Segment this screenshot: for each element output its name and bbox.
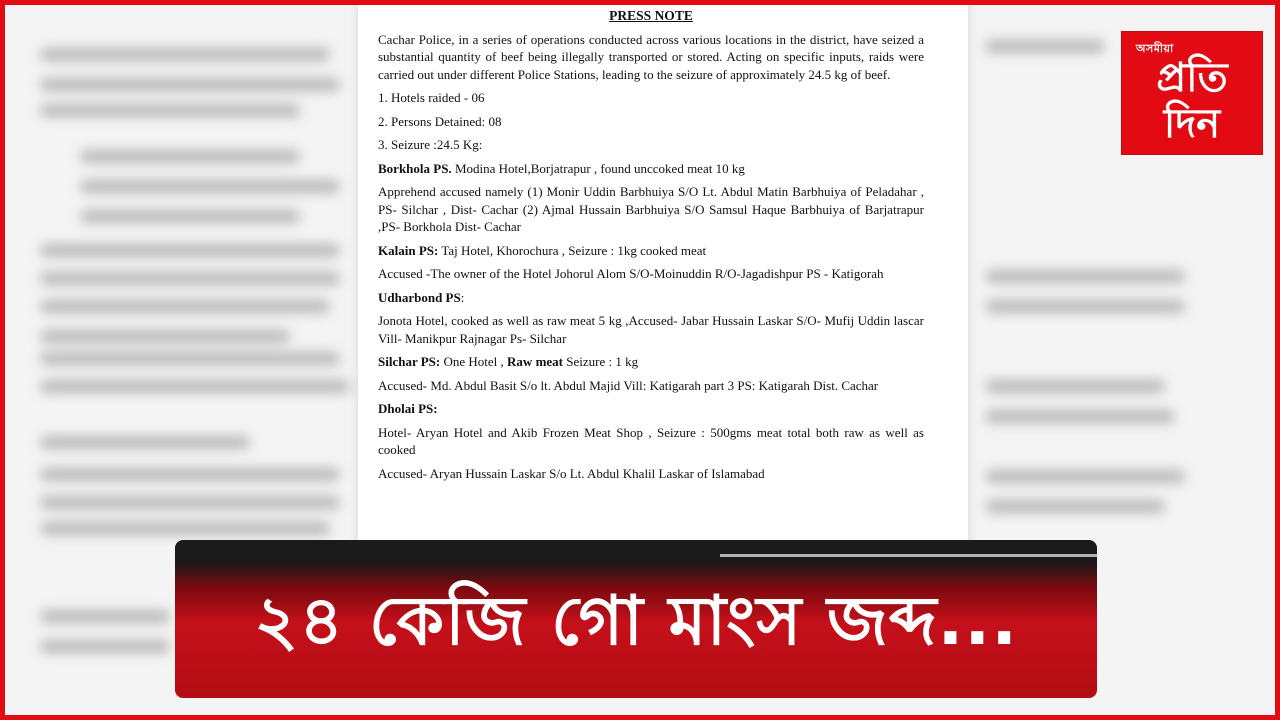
udharbond-label: Udharbond PS — [378, 289, 461, 305]
borkhola-section — [378, 160, 924, 178]
blurred-text-line — [40, 522, 330, 535]
summary-seizure: 3. Seizure :24.5 Kg: — [378, 137, 483, 152]
blurred-text-line — [40, 272, 340, 285]
blurred-text-line — [40, 330, 290, 343]
blurred-text-line — [40, 496, 340, 509]
blurred-text-line — [80, 210, 300, 223]
banner-accent-line — [720, 554, 1097, 557]
blurred-text-line — [40, 104, 300, 117]
borkhola-label: Borkhola PS. — [378, 160, 452, 176]
kalain-accused: Accused -The owner of the Hotel Johorul Alom S/O-Moinuddin R/O-Jagadishpur PS - Katigorah — [378, 266, 884, 281]
blurred-text-line — [40, 380, 350, 393]
dholai-label: Dholai PS: — [378, 401, 438, 416]
silchar-accused: Accused- Md. Abdul Basit S/o lt. Abdul Majid Vill: Katigarah part 3 PS: Katigarah Dist. Cachar — [378, 377, 879, 393]
blurred-text-line — [985, 300, 1185, 313]
dholai-heading — [378, 400, 924, 418]
blurred-text-line — [985, 470, 1185, 483]
blurred-text-line — [40, 48, 330, 61]
headline-text: ২৪ কেজি গো মাংস জব্দ... — [253, 582, 1019, 661]
blurred-text-line — [40, 244, 340, 257]
press-note-document — [358, 0, 968, 560]
blurred-text-line — [40, 436, 250, 449]
blurred-text-line — [985, 40, 1105, 53]
blurred-text-line — [985, 380, 1165, 393]
blurred-text-line — [40, 300, 330, 313]
udharbond-text: Jonota Hotel, cooked as well as raw meat 5 kg ,Accused- Jabar Hussain Laskar S/O- Mufij Uddin lascar Vill- Manikpur Rajnagar Ps- Silchar — [378, 313, 924, 346]
logo-line1: প্ৰতি — [1156, 55, 1228, 101]
blurred-text-line — [80, 150, 300, 163]
press-note-title: PRESS NOTE — [609, 8, 693, 23]
headline-banner — [175, 540, 1097, 698]
blurred-text-line — [40, 640, 170, 653]
silchar-section — [378, 353, 924, 371]
borkhola-accused: Apprehend accused namely (1) Monir Uddin Barbhuiya S/O Lt. Abdul Matin Barbhuiya of Peladahar , PS- Silchar , Dist- Cachar (2) Ajmal Hussain Barbhuiya S/O Samsul Haque Barbhuiya of Barjatrapur ,PS- Borkhola Dist- Cachar — [378, 184, 924, 234]
blurred-text-line — [40, 352, 340, 365]
kalain-section — [378, 242, 924, 260]
udharbond-suffix: : — [460, 289, 465, 305]
silchar-label: Silchar PS: — [378, 354, 441, 369]
silchar-text2: Seizure : 1 kg — [563, 354, 639, 369]
blurred-text-line — [985, 410, 1175, 423]
logo-line2: দিন — [1163, 101, 1221, 147]
summary-hotels: 1. Hotels raided - 06 — [378, 90, 485, 105]
press-note-intro: Cachar Police, in a series of operations conducted across various locations in the district, have seized a substantial quantity of beef being illegally transported or stored. Acting on specific inputs, raids were carried out under different Police Stations, leading to the seizure of approximately 24.5 kg of beef. — [378, 31, 924, 82]
blurred-text-line — [40, 78, 340, 91]
summary-persons: 2. Persons Detained: 08 — [378, 113, 502, 129]
blurred-text-line — [40, 468, 340, 481]
kalain-label: Kalain PS: — [378, 242, 439, 258]
silchar-raw-meat: Raw meat — [507, 354, 564, 369]
blurred-text-line — [80, 180, 340, 193]
borkhola-text: Modina Hotel,Borjatrapur , found unccoked meat 10 kg — [451, 160, 745, 176]
silchar-text1: One Hotel , — [440, 354, 508, 369]
kalain-text: Taj Hotel, Khorochura , Seizure : 1kg cooked meat — [438, 242, 707, 258]
blurred-text-line — [40, 610, 170, 623]
dholai-accused-cut: Accused- Aryan Hussain Laskar S/o Lt. Abdul Khalil Laskar of Islamabad — [378, 465, 765, 481]
dholai-text: Hotel- Aryan Hotel and Akib Frozen Meat Shop , Seizure : 500gms meat total both raw as well as cooked — [378, 424, 924, 457]
blurred-text-line — [985, 270, 1185, 283]
udharbond-heading — [378, 289, 924, 307]
blurred-text-line — [985, 500, 1165, 513]
logo-top-text: অসমীয়া — [1136, 42, 1174, 55]
pratidin-logo — [1122, 32, 1262, 154]
